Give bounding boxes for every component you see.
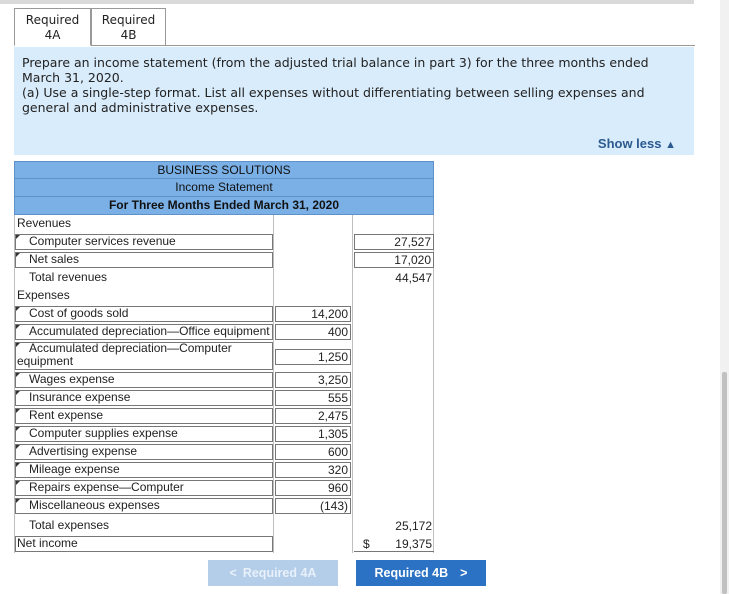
expense-row bbox=[15, 407, 435, 425]
dropdown-marker-icon bbox=[16, 445, 20, 449]
amount-input[interactable]: 1,250 bbox=[275, 349, 351, 365]
amount-input[interactable]: 3,250 bbox=[275, 372, 351, 388]
chevron-left-icon: < bbox=[229, 566, 237, 580]
instructions-panel bbox=[14, 47, 694, 155]
dropdown-marker-icon bbox=[16, 253, 20, 257]
account-label: Rent expense bbox=[29, 408, 104, 422]
net-income-label: Net income bbox=[17, 536, 78, 550]
revenues-heading: Revenues bbox=[17, 216, 72, 230]
account-label: Mileage expense bbox=[29, 462, 120, 476]
expense-row bbox=[15, 497, 435, 515]
previous-required-4a-button[interactable] bbox=[208, 560, 338, 586]
account-label: Accumulated depreciation—Office equipment bbox=[29, 324, 270, 338]
account-label: Miscellaneous expenses bbox=[29, 498, 160, 512]
tab-required-4a[interactable] bbox=[14, 8, 91, 46]
amount-input[interactable]: 400 bbox=[275, 324, 351, 340]
amount-input[interactable]: 17,020 bbox=[354, 252, 434, 268]
expense-row bbox=[15, 341, 435, 371]
amount-input[interactable]: 320 bbox=[275, 462, 351, 478]
expense-row bbox=[15, 479, 435, 497]
account-label: Computer services revenue bbox=[29, 234, 176, 248]
tab-label-line2: 4B bbox=[120, 28, 137, 42]
dropdown-marker-icon bbox=[16, 307, 20, 311]
expense-row bbox=[15, 461, 435, 479]
total-revenues-amount: 44,547 bbox=[395, 271, 432, 285]
net-income-amount: 19,375 bbox=[354, 536, 434, 552]
statement-company: BUSINESS SOLUTIONS bbox=[14, 161, 434, 179]
expense-row bbox=[15, 389, 435, 407]
instruction-text-a: (a) Use a single-step format. List all expenses without differentiating between selling expenses and general and administrative expenses. bbox=[22, 85, 645, 115]
total-expenses-label: Total expenses bbox=[29, 518, 110, 532]
expense-row bbox=[15, 425, 435, 443]
amount-input[interactable]: 600 bbox=[275, 444, 351, 460]
expense-row bbox=[15, 371, 435, 389]
revenue-row bbox=[15, 251, 435, 269]
tab-underline bbox=[165, 45, 695, 46]
instruction-text: Prepare an income statement (from the adjusted trial balance in part 3) for the three months ended March 31, 2020. bbox=[22, 55, 649, 85]
amount-input[interactable]: 27,527 bbox=[354, 234, 434, 250]
total-revenues-label: Total revenues bbox=[29, 270, 108, 284]
tab-label-line2: 4A bbox=[44, 28, 61, 42]
section-row bbox=[15, 215, 435, 233]
account-label: Net sales bbox=[29, 252, 80, 266]
amount-input[interactable]: 2,475 bbox=[275, 408, 351, 424]
statement-title: Income Statement bbox=[14, 179, 434, 197]
dropdown-marker-icon bbox=[16, 481, 20, 485]
expense-row bbox=[15, 443, 435, 461]
dropdown-marker-icon bbox=[16, 235, 20, 239]
revenue-row bbox=[15, 233, 435, 251]
dropdown-marker-icon bbox=[16, 391, 20, 395]
statement-body bbox=[14, 215, 434, 553]
dropdown-marker-icon bbox=[16, 463, 20, 467]
total-row bbox=[15, 269, 435, 287]
dropdown-marker-icon bbox=[16, 499, 20, 503]
section-row bbox=[15, 287, 435, 305]
amount-input[interactable]: 14,200 bbox=[275, 306, 351, 322]
tab-label-line1: Required bbox=[25, 13, 80, 27]
account-label: Insurance expense bbox=[29, 390, 131, 404]
amount-input[interactable]: 960 bbox=[275, 480, 351, 496]
dropdown-marker-icon bbox=[16, 373, 20, 377]
total-expenses-amount: 25,172 bbox=[395, 519, 432, 533]
expense-row bbox=[15, 305, 435, 323]
account-label: Advertising expense bbox=[29, 444, 138, 458]
dropdown-marker-icon bbox=[16, 427, 20, 431]
show-less-label: Show less bbox=[597, 136, 662, 151]
top-divider bbox=[0, 0, 694, 4]
income-statement bbox=[14, 161, 434, 553]
amount-input[interactable]: 1,305 bbox=[275, 426, 351, 442]
amount-input[interactable]: (143) bbox=[275, 498, 351, 514]
account-label: Accumulated depreciation—Computer equipment bbox=[17, 341, 232, 368]
prev-button-label: Required 4A bbox=[242, 566, 317, 580]
account-label: Computer supplies expense bbox=[29, 426, 178, 440]
expense-row bbox=[15, 323, 435, 341]
next-required-4b-button[interactable] bbox=[356, 560, 486, 586]
tab-label-line1: Required bbox=[101, 13, 156, 27]
account-label: Wages expense bbox=[29, 372, 115, 386]
expenses-heading: Expenses bbox=[17, 288, 70, 302]
dollar-sign: $ bbox=[363, 537, 370, 551]
account-label: Cost of goods sold bbox=[29, 306, 129, 320]
show-less-link[interactable] bbox=[598, 136, 676, 153]
total-row bbox=[15, 517, 435, 535]
net-income-row bbox=[15, 535, 435, 553]
tab-required-4b[interactable] bbox=[91, 8, 166, 46]
chevron-right-icon: > bbox=[460, 566, 468, 580]
dropdown-marker-icon bbox=[16, 409, 20, 413]
next-button-label: Required 4B bbox=[374, 566, 449, 580]
statement-period: For Three Months Ended March 31, 2020 bbox=[14, 197, 434, 215]
amount-input[interactable]: 555 bbox=[275, 390, 351, 406]
account-label: Repairs expense—Computer bbox=[29, 480, 184, 494]
scrollbar-thumb[interactable] bbox=[722, 372, 727, 594]
dropdown-marker-icon bbox=[16, 325, 20, 329]
caret-up-icon: ▲ bbox=[665, 139, 676, 151]
